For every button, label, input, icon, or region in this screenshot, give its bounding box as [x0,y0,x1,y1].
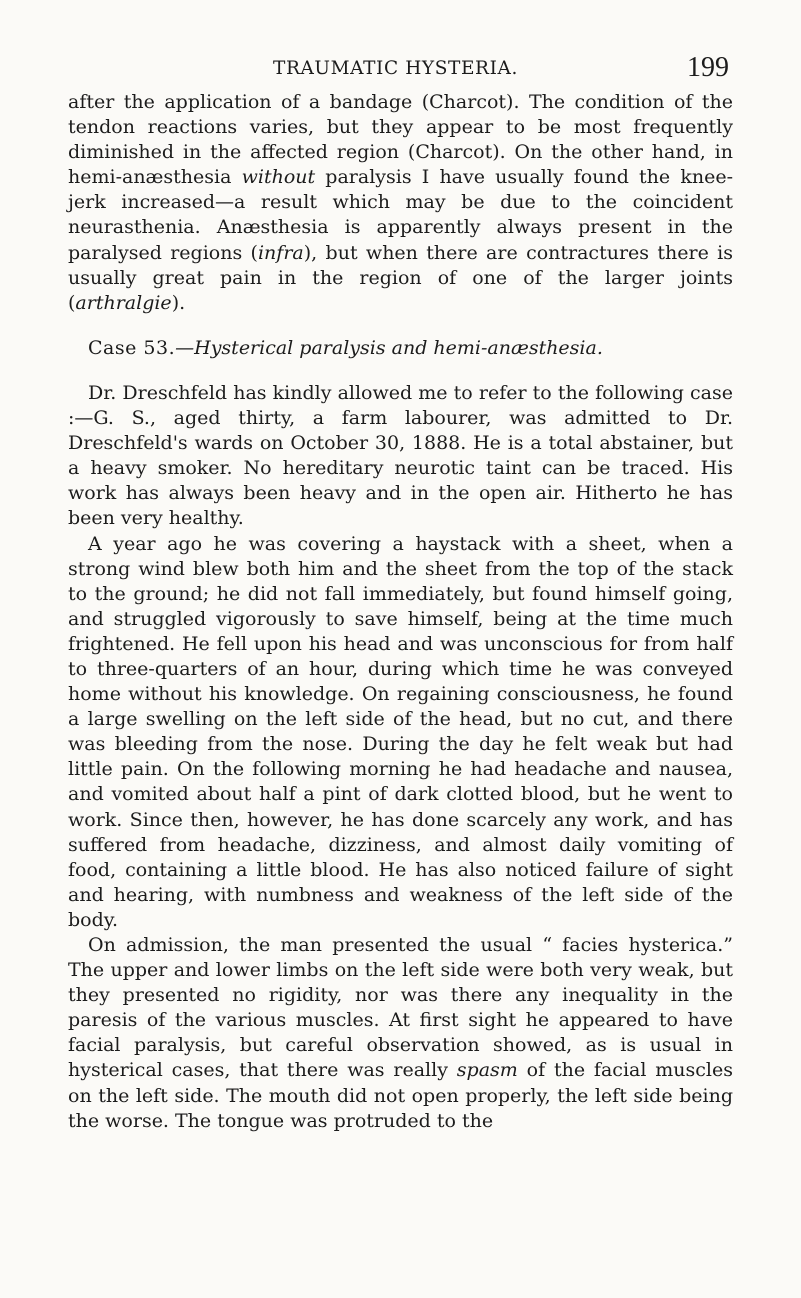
case-label: Case 53. [88,336,176,359]
paragraph-accident: A year ago he was covering a haystack with a sheet, when a strong wind blew both him and the sheet from the top of the stack to the ground; he did not fall immediately, but found himself going, and struggled vigorously to save himself, being at the time much frightened. He fell upon his head and was unconscious for from half to three-quarters of an hour, during which time he was conveyed home without his knowledge. On regaining consciousness, he found a large swelling on the left side of the head, but no cut, and there was bleeding from the nose. During the day he felt weak but had little pain. On the following morning he had headache and nausea, and vomited about half a pint of dark clotted blood, but he went to work. Since then, however, he has done scarcely any work, and has suffered from headache, dizziness, and almost daily vomiting of food, containing a little blood. He has also noticed failure of sight and hearing, with numbness and weakness of the left side of the body. [68,532,733,931]
paragraph-admission: On admission, the man presented the usual “ facies hysterica.” The upper and lower limbs on the left side were both very weak, but they presented no rigidity, nor was there any inequality in the paresis of the various muscles. At first sight he appeared to have facial paralysis, but careful observation showed, as is usual in hysterical cases, that there was really spasm of the facial muscles on the left side. The mouth did not open properly, the left side being the worse. The tongue was protruded to the [68,934,733,1132]
running-head [68,50,733,90]
paragraph-case-intro: Dr. Dreschfeld has kindly allowed me to refer to the following case :—G. S., aged thirty, a farm labourer, was admitted to Dr. Dreschfeld's wards on October 30, 1888. He is a total abstainer, but a heavy smoker. No hereditary neurotic taint can be traced. His work has always been heavy and in the open air. Hitherto he has been very healthy. [68,381,733,530]
paragraph-continuation: after the application of a bandage (Charcot). The condition of the tendon reactions varies, but they appear to be most frequently diminished in the affected region (Charcot). On the other hand, in hemi-anæsthesia without paralysis I have usually found the knee-jerk increased—a result which may be due to the coincident neurasthenia. Anæsthesia is apparently always present in the paralysed regions (infra), but when there are contractures there is usually great pain in the region of one of the larger joints (arthralgie). [68,91,733,314]
running-title: TRAUMATIC HYSTERIA. [273,58,518,79]
book-page [68,50,733,1134]
case-title: —Hysterical paralysis and hemi-anæsthesia. [175,336,603,359]
page-number: 199 [687,52,729,83]
case-heading [68,336,733,361]
